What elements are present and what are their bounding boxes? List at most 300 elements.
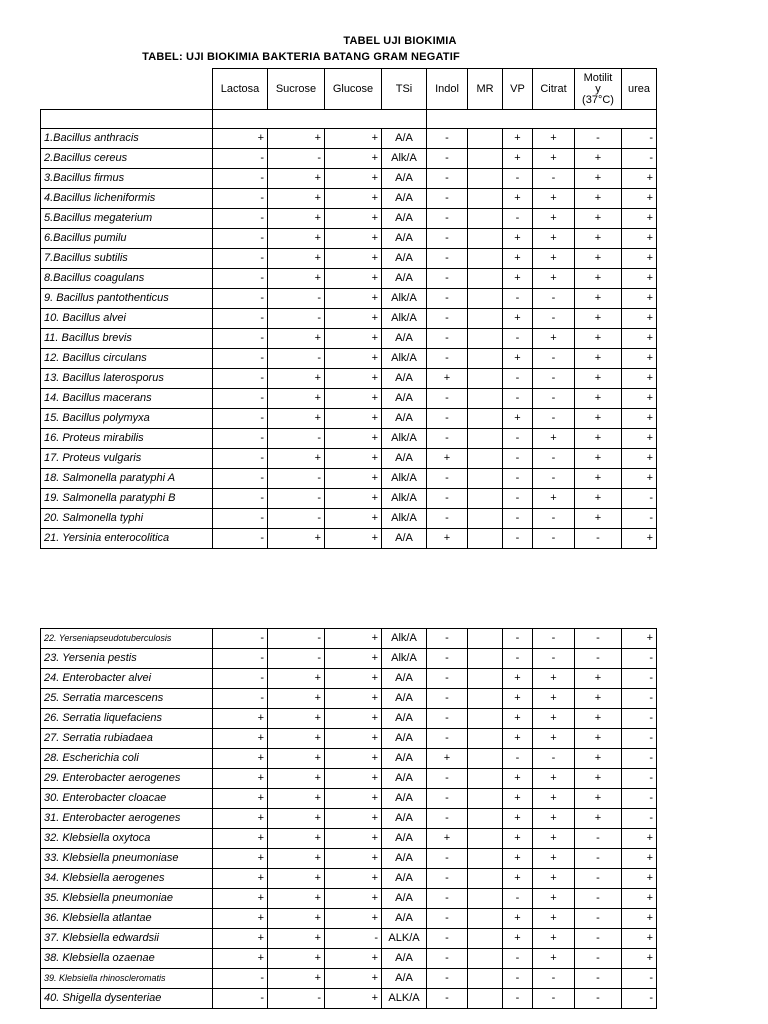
table-row (41, 669, 657, 689)
test-result: - (575, 989, 622, 1009)
test-result: + (575, 429, 622, 449)
test-result: - (427, 309, 468, 329)
test-result: - (268, 149, 325, 169)
spacer-cell (41, 110, 213, 129)
test-result: + (325, 649, 382, 669)
test-result: - (427, 389, 468, 409)
table-row (41, 149, 657, 169)
test-result: - (622, 129, 657, 149)
test-result: A/A (382, 789, 427, 809)
test-result (468, 649, 503, 669)
test-result: - (503, 289, 533, 309)
test-result: + (622, 449, 657, 469)
test-result: - (622, 769, 657, 789)
species-name: 30. Enterobacter cloacae (41, 789, 213, 809)
test-result: - (213, 229, 268, 249)
test-result (468, 789, 503, 809)
test-result: + (575, 469, 622, 489)
test-result: + (427, 829, 468, 849)
test-result: A/A (382, 909, 427, 929)
test-result: - (622, 509, 657, 529)
table-row (41, 269, 657, 289)
test-result: + (622, 269, 657, 289)
test-result: - (575, 129, 622, 149)
test-result: + (325, 949, 382, 969)
test-result: + (325, 529, 382, 549)
table-row (41, 869, 657, 889)
test-result: - (533, 289, 575, 309)
test-result: - (213, 309, 268, 329)
species-name: 4.Bacillus licheniformis (41, 189, 213, 209)
test-result (468, 769, 503, 789)
test-result: + (325, 209, 382, 229)
test-result: - (325, 929, 382, 949)
test-result: + (575, 669, 622, 689)
species-name: 19. Salmonella paratyphi B (41, 489, 213, 509)
species-name: 31. Enterobacter aerogenes (41, 809, 213, 829)
test-result (468, 689, 503, 709)
table-row (41, 989, 657, 1009)
test-result: A/A (382, 369, 427, 389)
test-result: - (213, 669, 268, 689)
test-result: + (503, 789, 533, 809)
test-result: - (427, 869, 468, 889)
test-result: - (427, 689, 468, 709)
test-result: - (268, 289, 325, 309)
test-result: - (533, 629, 575, 649)
test-result: + (533, 149, 575, 169)
test-result (468, 169, 503, 189)
test-result: - (427, 809, 468, 829)
test-result: - (213, 629, 268, 649)
test-result (468, 909, 503, 929)
species-name: 7.Bacillus subtilis (41, 249, 213, 269)
test-result: + (575, 449, 622, 469)
table-row (41, 169, 657, 189)
test-result: - (213, 529, 268, 549)
species-name: 8.Bacillus coagulans (41, 269, 213, 289)
test-result: - (622, 989, 657, 1009)
page-title: TABEL UJI BIOKIMIA (343, 35, 457, 47)
test-result: + (268, 689, 325, 709)
table-row (41, 489, 657, 509)
test-result: + (533, 329, 575, 349)
test-result: - (575, 649, 622, 669)
test-result: + (503, 709, 533, 729)
test-result: + (575, 769, 622, 789)
test-result: + (325, 249, 382, 269)
test-result: + (622, 909, 657, 929)
test-result: + (575, 229, 622, 249)
species-name: 12. Bacillus circulans (41, 349, 213, 369)
test-result: + (622, 349, 657, 369)
test-result: + (325, 409, 382, 429)
test-result: + (503, 689, 533, 709)
test-result: + (213, 829, 268, 849)
test-result: - (268, 989, 325, 1009)
test-result: A/A (382, 949, 427, 969)
test-result: - (533, 449, 575, 469)
test-result: - (427, 249, 468, 269)
test-result: + (213, 869, 268, 889)
species-name: 32. Klebsiella oxytoca (41, 829, 213, 849)
test-result (468, 389, 503, 409)
test-result: - (622, 749, 657, 769)
test-result: + (325, 189, 382, 209)
test-result: Alk/A (382, 489, 427, 509)
test-result: - (575, 949, 622, 969)
test-result: - (213, 189, 268, 209)
test-result: - (427, 789, 468, 809)
column-header-line: Motilit (583, 71, 613, 84)
test-result (468, 709, 503, 729)
test-result (468, 149, 503, 169)
column-header: Lactosa (213, 69, 268, 110)
table-row (41, 509, 657, 529)
test-result: - (575, 829, 622, 849)
test-result: + (503, 409, 533, 429)
test-result: - (503, 209, 533, 229)
species-name: 16. Proteus mirabilis (41, 429, 213, 449)
test-result: - (575, 869, 622, 889)
test-result: + (533, 809, 575, 829)
test-result: + (325, 449, 382, 469)
test-result: A/A (382, 829, 427, 849)
test-result: + (213, 709, 268, 729)
test-result: + (325, 629, 382, 649)
test-result: - (213, 449, 268, 469)
test-result: + (325, 769, 382, 789)
test-result: + (268, 329, 325, 349)
test-result: + (503, 809, 533, 829)
test-result: - (427, 949, 468, 969)
test-result: + (622, 829, 657, 849)
test-result: A/A (382, 969, 427, 989)
species-name: 23. Yersenia pestis (41, 649, 213, 669)
test-result (468, 249, 503, 269)
test-result: - (503, 749, 533, 769)
test-result: + (575, 689, 622, 709)
test-result: - (427, 649, 468, 669)
test-result: A/A (382, 229, 427, 249)
test-result: + (533, 249, 575, 269)
test-result: - (213, 509, 268, 529)
test-result: + (268, 129, 325, 149)
test-result: + (575, 249, 622, 269)
test-result: - (427, 429, 468, 449)
test-result: + (325, 669, 382, 689)
test-result: A/A (382, 409, 427, 429)
test-result: + (427, 369, 468, 389)
table-row (41, 289, 657, 309)
species-name: 27. Serratia rubiadaea (41, 729, 213, 749)
test-result: + (575, 809, 622, 829)
test-result: - (575, 969, 622, 989)
test-result: + (575, 329, 622, 349)
species-name: 25. Serratia marcescens (41, 689, 213, 709)
table-row (41, 529, 657, 549)
test-result: + (622, 529, 657, 549)
test-result: + (325, 749, 382, 769)
test-result: + (268, 449, 325, 469)
test-result: A/A (382, 389, 427, 409)
test-result: + (622, 329, 657, 349)
test-result: A/A (382, 169, 427, 189)
test-result: + (325, 129, 382, 149)
species-name: 33. Klebsiella pneumoniase (41, 849, 213, 869)
test-result: - (427, 889, 468, 909)
species-name: 9. Bacillus pantothenticus (41, 289, 213, 309)
test-result: + (325, 489, 382, 509)
test-result: - (533, 529, 575, 549)
test-result: + (622, 169, 657, 189)
test-result: - (427, 409, 468, 429)
test-result: A/A (382, 749, 427, 769)
test-result: - (622, 489, 657, 509)
test-result: - (427, 729, 468, 749)
test-result: - (427, 849, 468, 869)
spacer-cell (213, 110, 427, 129)
test-result: + (325, 429, 382, 449)
test-result: A/A (382, 689, 427, 709)
test-result: - (427, 989, 468, 1009)
test-result: - (575, 629, 622, 649)
test-result: + (575, 289, 622, 309)
species-name: 36. Klebsiella atlantae (41, 909, 213, 929)
test-result: A/A (382, 209, 427, 229)
test-result: + (503, 729, 533, 749)
table-row (41, 689, 657, 709)
test-result (468, 229, 503, 249)
test-result: - (427, 509, 468, 529)
table-row (41, 369, 657, 389)
test-result: + (325, 829, 382, 849)
test-result: - (268, 309, 325, 329)
test-result: + (325, 509, 382, 529)
species-name: 20. Salmonella typhi (41, 509, 213, 529)
test-result: + (213, 129, 268, 149)
test-result: Alk/A (382, 509, 427, 529)
test-result: A/A (382, 449, 427, 469)
test-result: - (622, 709, 657, 729)
test-result: - (503, 949, 533, 969)
column-header: Indol (427, 69, 468, 110)
table-row (41, 129, 657, 149)
test-result: + (268, 209, 325, 229)
test-result: + (575, 189, 622, 209)
test-result: + (268, 369, 325, 389)
test-result: A/A (382, 729, 427, 749)
test-result (468, 129, 503, 149)
test-result: + (533, 769, 575, 789)
test-result: + (268, 229, 325, 249)
test-result: - (268, 469, 325, 489)
species-name: 28. Escherichia coli (41, 749, 213, 769)
species-name: 37. Klebsiella edwardsii (41, 929, 213, 949)
test-result: A/A (382, 889, 427, 909)
test-result: - (503, 509, 533, 529)
test-result: - (268, 429, 325, 449)
test-result: + (622, 189, 657, 209)
table-row (41, 349, 657, 369)
test-result: - (427, 289, 468, 309)
test-result: + (213, 729, 268, 749)
test-result: + (325, 969, 382, 989)
test-result: Alk/A (382, 649, 427, 669)
table-row (41, 409, 657, 429)
test-result (468, 669, 503, 689)
test-result: - (503, 889, 533, 909)
test-result: + (622, 369, 657, 389)
test-result: + (533, 669, 575, 689)
test-result: + (533, 929, 575, 949)
test-result: Alk/A (382, 469, 427, 489)
test-result: + (325, 329, 382, 349)
test-result: - (533, 169, 575, 189)
species-name: 39. Klebsiella rhinoscleromatis (41, 969, 213, 989)
test-result: + (268, 389, 325, 409)
test-result: + (622, 469, 657, 489)
test-result: + (533, 489, 575, 509)
table-row (41, 789, 657, 809)
test-result: - (533, 989, 575, 1009)
test-result: - (575, 529, 622, 549)
test-result: + (575, 509, 622, 529)
test-result: - (622, 729, 657, 749)
test-result: + (213, 749, 268, 769)
test-result: + (268, 749, 325, 769)
test-result (468, 449, 503, 469)
test-result: - (268, 349, 325, 369)
test-result: - (503, 449, 533, 469)
test-result: + (268, 889, 325, 909)
test-result: - (427, 129, 468, 149)
test-result: + (325, 269, 382, 289)
test-result: + (268, 249, 325, 269)
column-header: Sucrose (268, 69, 325, 110)
table-row (41, 629, 657, 649)
test-result: - (268, 489, 325, 509)
test-result: + (503, 229, 533, 249)
species-name: 38. Klebsiella ozaenae (41, 949, 213, 969)
test-result: - (268, 509, 325, 529)
test-result: + (325, 789, 382, 809)
test-result: + (575, 789, 622, 809)
test-result: - (213, 329, 268, 349)
test-result: - (427, 909, 468, 929)
biochem-table-2 (40, 628, 657, 1009)
test-result: - (213, 369, 268, 389)
test-result: + (325, 369, 382, 389)
test-result: + (268, 409, 325, 429)
test-result: + (503, 869, 533, 889)
test-result: + (268, 909, 325, 929)
test-result: + (503, 849, 533, 869)
species-name: 10. Bacillus alvei (41, 309, 213, 329)
test-result (468, 949, 503, 969)
test-result (468, 749, 503, 769)
table-row (41, 969, 657, 989)
test-result: A/A (382, 869, 427, 889)
test-result: + (622, 209, 657, 229)
test-result: - (622, 969, 657, 989)
species-name: 24. Enterobacter alvei (41, 669, 213, 689)
test-result: - (213, 489, 268, 509)
test-result: - (213, 469, 268, 489)
test-result (468, 409, 503, 429)
test-result: A/A (382, 849, 427, 869)
test-result: + (503, 269, 533, 289)
test-result: - (213, 989, 268, 1009)
test-result: Alk/A (382, 349, 427, 369)
test-result: - (213, 689, 268, 709)
test-result: A/A (382, 529, 427, 549)
species-name: 29. Enterobacter aerogenes (41, 769, 213, 789)
test-result: + (622, 289, 657, 309)
test-result: - (533, 309, 575, 329)
test-result: + (533, 209, 575, 229)
table-row (41, 469, 657, 489)
test-result: + (213, 849, 268, 869)
test-result: + (503, 669, 533, 689)
test-result: - (213, 349, 268, 369)
test-result (468, 269, 503, 289)
test-result: - (427, 349, 468, 369)
test-result: + (503, 249, 533, 269)
test-result: - (503, 169, 533, 189)
species-name: 21. Yersinia enterocolitica (41, 529, 213, 549)
test-result: ALK/A (382, 929, 427, 949)
species-name: 17. Proteus vulgaris (41, 449, 213, 469)
test-result: + (427, 449, 468, 469)
test-result: - (533, 409, 575, 429)
test-result: + (268, 949, 325, 969)
table-row (41, 889, 657, 909)
test-result: - (503, 649, 533, 669)
test-result: + (622, 849, 657, 869)
test-result: A/A (382, 809, 427, 829)
table-row (41, 749, 657, 769)
test-result: + (325, 989, 382, 1009)
test-result: - (503, 389, 533, 409)
test-result: A/A (382, 709, 427, 729)
test-result: + (325, 389, 382, 409)
test-result: - (533, 969, 575, 989)
test-result: + (268, 529, 325, 549)
test-result (468, 349, 503, 369)
test-result: - (503, 969, 533, 989)
test-result (468, 809, 503, 829)
test-result: + (268, 669, 325, 689)
test-result (468, 969, 503, 989)
test-result: - (213, 389, 268, 409)
test-result: - (427, 969, 468, 989)
test-result: - (503, 329, 533, 349)
species-name: 18. Salmonella paratyphi A (41, 469, 213, 489)
test-result (468, 369, 503, 389)
test-result: + (533, 889, 575, 909)
test-result: + (213, 949, 268, 969)
test-result (468, 829, 503, 849)
test-result: - (575, 929, 622, 949)
test-result: + (575, 389, 622, 409)
test-result: + (575, 729, 622, 749)
test-result: + (575, 349, 622, 369)
test-result (468, 429, 503, 449)
test-result (468, 509, 503, 529)
test-result: - (427, 669, 468, 689)
test-result: - (427, 169, 468, 189)
